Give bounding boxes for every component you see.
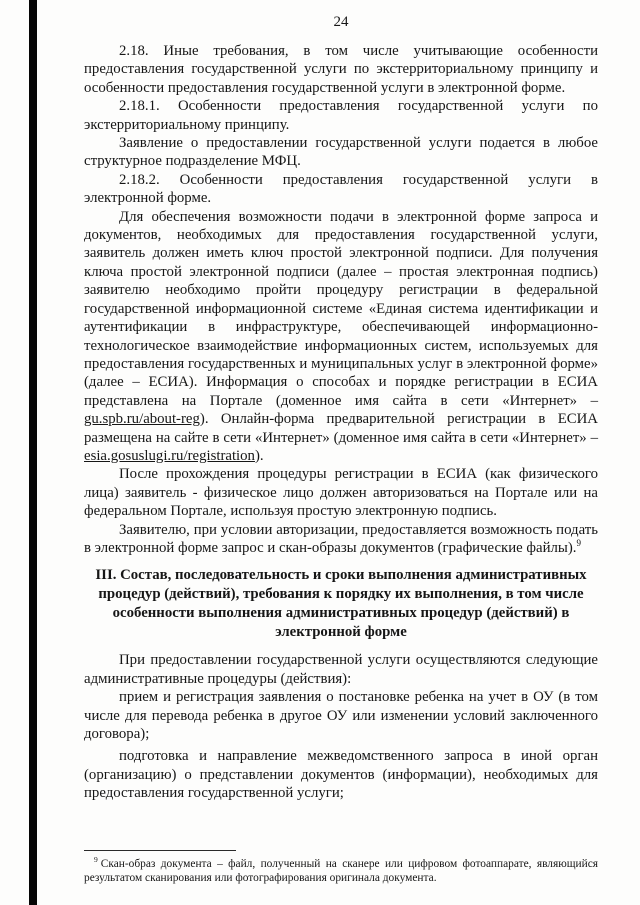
esia-text-3: ). bbox=[254, 447, 264, 464]
paragraph-procedures-intro: При предоставлении государственной услуги осуществляются следующие административные процедуры (действия): bbox=[84, 652, 598, 687]
footnote-number: 9 bbox=[94, 854, 98, 864]
esia-text-2: ). Онлайн-форма предварительной регистрации в ЕСИА размещена на сайте в сети «Интернет» (доменное имя сайта в сети «Интернет» – bbox=[84, 411, 598, 446]
paragraph-2-18-2: 2.18.2. Особенности предоставления государственной услуги в электронной форме. bbox=[84, 171, 598, 207]
paragraph-esia bbox=[84, 208, 598, 466]
link-esia-gosuslugi-registration: esia.gosuslugi.ru/registration bbox=[84, 447, 255, 464]
paragraph-procedure-1: прием и регистрация заявления о постановке ребенка на учет в ОУ (в том числе для перевода ребенка в другое ОУ или изменении условий заключенного договора); bbox=[84, 689, 598, 742]
paragraph-scan-images bbox=[84, 521, 598, 558]
paragraph-mfc: Заявление о предоставлении государственной услуги подается в любое структурное подразделение МФЦ. bbox=[84, 135, 598, 170]
footnote-area bbox=[84, 846, 598, 885]
scan-images-text: Заявителю, при условии авторизации, предоставляется возможность подать в электронной форме запрос и скан-образы документов (графические файлы). bbox=[84, 521, 598, 556]
paragraph-2-18-1: 2.18.1. Особенности предоставления государственной услуги по экстерриториальному принципу. bbox=[84, 98, 598, 133]
footnote-body: Скан-образ документа – файл, полученный на сканере или цифровом фотоаппарате, являющийся результатом сканирования или фотографирования оригинала документа. bbox=[84, 857, 598, 884]
footnote-separator bbox=[84, 850, 236, 851]
page-number: 24 bbox=[333, 14, 349, 30]
footnote-reference: 9 bbox=[576, 538, 581, 549]
paragraph-2-18: 2.18. Иные требования, в том числе учитывающие особенности предоставления государственной услуги по экстерриториальному принципу и особенности предоставления государственной услуги в электронной форме. bbox=[84, 43, 598, 96]
paragraph-after-esia: После прохождения процедуры регистрации в ЕСИА (как физического лица) заявитель - физическое лицо должен авторизоваться на Портале или на федеральном Портале, используя простую электронную подпись. bbox=[84, 466, 598, 520]
page-content bbox=[84, 42, 598, 803]
paragraph-procedure-2: подготовка и направление межведомственного запроса в иной орган (организацию) о представлении документов (информации), необходимых для предоставления государственной услуги; bbox=[84, 748, 598, 802]
scan-edge-bar bbox=[29, 0, 37, 905]
section-iii-heading: III. Состав, последовательность и сроки выполнения административных процедур (действий), требования к порядку их выполнения, в том числе особенности выполнения административных процедур (действий) в электронной форме bbox=[95, 567, 587, 641]
link-gu-spb-about-reg: gu.spb.ru/about-reg bbox=[84, 411, 200, 428]
footnote-text bbox=[84, 854, 598, 885]
esia-text-1: Для обеспечения возможности подачи в электронной форме запроса и документов, необходимых для предоставления государственной услуги, заявитель должен иметь ключ простой электронной подписи. Для получения ключа простой электронной подписи (далее – простая электронная подпись) заявителю необходимо пройти процедуру регистрации в федеральной государственной информационной системе «Единая система идентификации и аутентификации в инфраструктуре, обеспечивающей информационно-технологическое взаимодействие информационных систем, используемых для предоставления государственных и муниципальных услуг в электронной форме» (далее – ЕСИА). Информация о способах и порядке регистрации в ЕСИА представлена на Портале (доменное имя сайта в сети «Интернет» – bbox=[84, 208, 598, 409]
